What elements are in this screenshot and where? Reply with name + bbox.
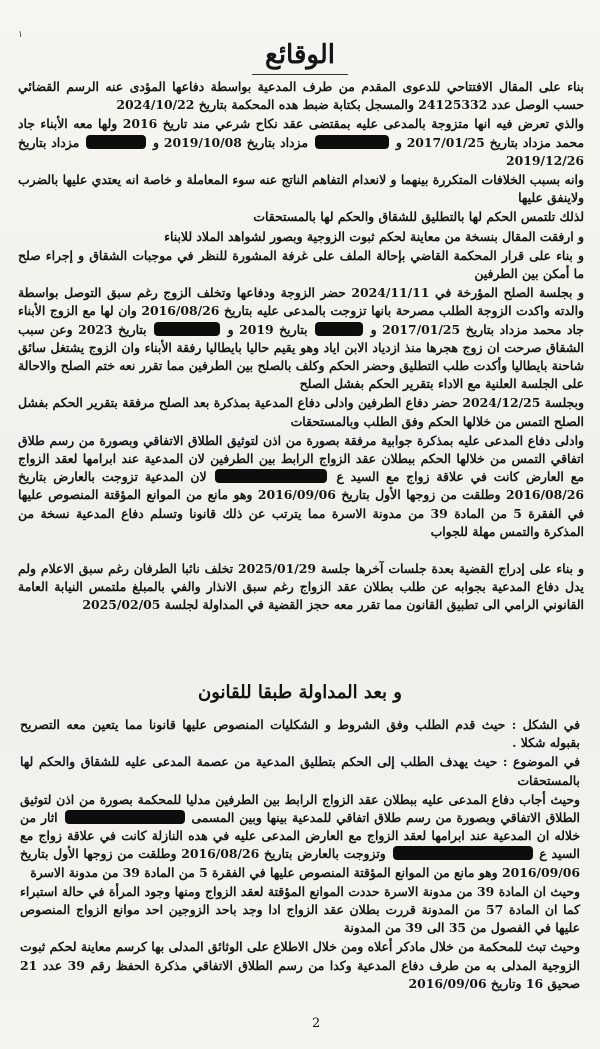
facts-paragraph-9-text: وادلى دفاع المدعى عليه بمذكرة جوابية مرفقة بصورة من اذن لتوثيق الطلاق الاتفاقي وبصورة من رسم طلاق اتفاقي التمس من خلالها الحكم ببطلان عقد الزواج الرابط بين الطرفين لان المدعية عند ابرامها لعقد الزواج مع العارض كانت في علاقة زواج مع السيد ع: [18, 432, 584, 485]
law-paragraph-1: في الشكل : حيث قدم الطلب وفق الشروط و الشكليات المنصوص عليها قانونا مما يتعين معه التصريح بقبوله شكلا .: [20, 717, 580, 751]
facts-paragraph-2: [18, 115, 584, 170]
law-paragraph-3-tail: اثار من خلاله ان المدعية عند ابرامها لعقد الزواج مع العارض المدعى عليه في هده النازلة كانت في علاقة زواج مع السيد ع: [20, 810, 580, 862]
page-title: الوقائع: [264, 40, 335, 70]
facts-paragraph-7: [18, 284, 584, 393]
facts-paragraph-2-end: مزداد بتاريخ 2019/12/26: [18, 134, 584, 168]
facts-paragraph-7-tail: بتاريخ 2023 وعن سبب الشقاق صرحت ان زوج هجرها منذ ازدياد الابن اياد وهو يقيم حاليا بايطاليا رفقة الأبناء وان الزوج يشتغل سائق شاحنة بايطاليا وأكدت طلب التطليق وحضر الحكم وكلف بالصلح بين الطرفين مما تقرر نعه ختم الصلح والاحالة على الجلسة العلنية مع الاداء بتقرير الحكم بفشل الصلح: [18, 321, 584, 392]
facts-paragraph-3: وانه بسبب الخلافات المتكررة بينهما و لانعدام التفاهم الناتج عنه سوء المعاملة و خاصة انه يعتدي عليها بالضرب ولاينفق عليها: [18, 172, 584, 206]
title-underline: [252, 74, 348, 75]
law-paragraph-3: [20, 791, 580, 882]
facts-paragraph-10: و بناء على إدراج القضية بعدة جلسات آخرها جلسة 2025/01/29 تخلف نائبا الطرفان رغم سبق الاعلام ولم يدل دفاع المدعية بجوابه عن طلب بطلان عقد الزواج رغم سبق الانذار والفي بالمبلغ ملتمس النيابة العامة القانوني الرامي الى تطبيق القانون مما تقرر معه حجز القضية في المداولة لجلسة 2025/02/05: [18, 561, 584, 613]
facts-paragraph-4: لذلك تلتمس الحكم لها بالتطليق للشقاق والحكم لها بالمستحقات: [253, 209, 584, 225]
deliberation-section: [20, 716, 580, 994]
corner-mark: ١: [18, 30, 23, 40]
page-number: 2: [312, 1016, 321, 1031]
redaction-box: [315, 322, 363, 336]
paragraph-gap: [18, 542, 584, 560]
facts-paragraph-8: وبجلسة 2024/12/25 حضر دفاع الطرفين وادلى دفاع المدعية بمذكرة بعد الصلح مرفقة بتقرير الحكم بفشل الصلح التمس من خلالها الحكم وفق الطلب وبالمستحقات: [18, 395, 584, 429]
facts-paragraph-1: بناء على المقال الافتتاحي للدعوى المقدم من طرف المدعية بواسطة دفاعها المؤدى عنه الرسم القضائي حسب الوصل عدد 24125332 والمسجل بكتابة ضبط هده المحكمة بتاريخ 2024/10/22: [18, 79, 584, 113]
law-paragraph-5: وحيث تبث للمحكمة من خلال مادكر أعلاه ومن خلال الاطلاع على الوثائق المدلى بها كرسم معاينة لحكم ثبوت الزوجية المدلى به من طرف دفاع المدعية وكدا من رسم الطلاق الاتفاقي مذكرة الحفظ رقم 39 عدد 21 صحيق 16 وتاريخ 2016/09/06: [20, 939, 580, 991]
facts-paragraph-5: و ارفقت المقال بنسخة من معاينة لحكم ثبوت الزوجية وبصور لشواهد الملاد للابناء: [164, 228, 584, 244]
facts-paragraph-7-mid: بتاريخ 2019 و: [227, 321, 308, 337]
law-paragraph-3-end: وتزوجت بالعارض بتاريخ 2016/08/26 وطلقت من زوجها الأول بتاريخ 2016/09/06 وهو مانع من الموانع المؤقتة المنصوص عليها في الفقرة 5 من المادة 39 من مدونة الاسرة: [20, 846, 580, 880]
redaction-box: [315, 135, 389, 149]
redaction-box: [393, 846, 533, 860]
facts-paragraph-9: [18, 432, 584, 541]
redaction-box: [215, 469, 327, 483]
redaction-box: [65, 810, 185, 824]
facts-section: [18, 78, 584, 616]
facts-paragraph-9-tail: لان المدعية تزوجت بالعارض بتاريخ 2016/08/26 وطلقت من زوجها الأول بتاريخ 2016/09/06 وهو مانع من الموانع المؤقتة المنصوص عليها في الفقرة 5 من المادة 39 من مدونة الاسرة مما يترتب عن ذلك قانونا وتسلم دفاع المدعية نسخة من المذكرة والتمس مهلة للجواب: [18, 469, 584, 539]
facts-paragraph-7-text: و بجلسة الصلح المؤرخة في 2024/11/11 حضر الزوجة ودفاعها وتخلف الزوج رغم سبق التوصل بواسطة والدته واكدت الزوجة الطلب مصرحة بانها تزوجت بالمدعى عليه بتاريخ 2016/08/26 وان لها مع الزوج الأبناء جاد محمد مزداد بتاريخ 2017/01/25 و: [18, 285, 584, 337]
law-paragraph-4: وحيث ان المادة 39 من مدونة الاسرة حددت الموانع المؤقتة لعقد الزواج ومنها وجود المرأة في حالة استبراء كما ان المادة 57 من المدونة قررت بطلان عقد الزواج ادا وجد باحد الزوجين احد موانع الزواج المنصوص عليها في الفصول من 35 الى 39 من المدونة: [20, 883, 580, 936]
facts-paragraph-2-text: والذي تعرض فيه انها متزوجة بالمدعى عليه بمقتضى عقد نكاح شرعي مند تاريخ 2016 ولها معه الأبناء جاد محمد مزداد بتاريخ 2017/01/25 و: [18, 116, 584, 150]
law-paragraph-3-text: وحيث أجاب دفاع المدعى عليه ببطلان عقد الزواج الرابط بين الطرفين مدليا للمحكمة بصورة من اذن لتوثيق الطلاق الاتفاقي وبصورة من رسم طلاق اتفاقي للمدعية بينها وبين المسمى: [20, 791, 580, 826]
deliberation-heading: و بعد المداولة طبقا للقانون: [198, 682, 402, 703]
redaction-box: [86, 135, 146, 149]
facts-paragraph-6: و بناء على قرار المحكمة القاضي بإحالة الملف على غرفة المشورة للنظر في موجبات الشقاق و إجراء صلح ما أمكن بين الطرفين: [18, 247, 584, 282]
law-paragraph-2: في الموضوع : حيث يهدف الطلب إلى الحكم بتطليق المدعية من عصمة المدعى عليه للشقاق والحكم لها بالمستحقات: [20, 754, 580, 788]
redaction-box: [154, 322, 220, 336]
facts-paragraph-2-tail: مزداد بتاريخ 2019/10/08 و: [153, 134, 309, 150]
